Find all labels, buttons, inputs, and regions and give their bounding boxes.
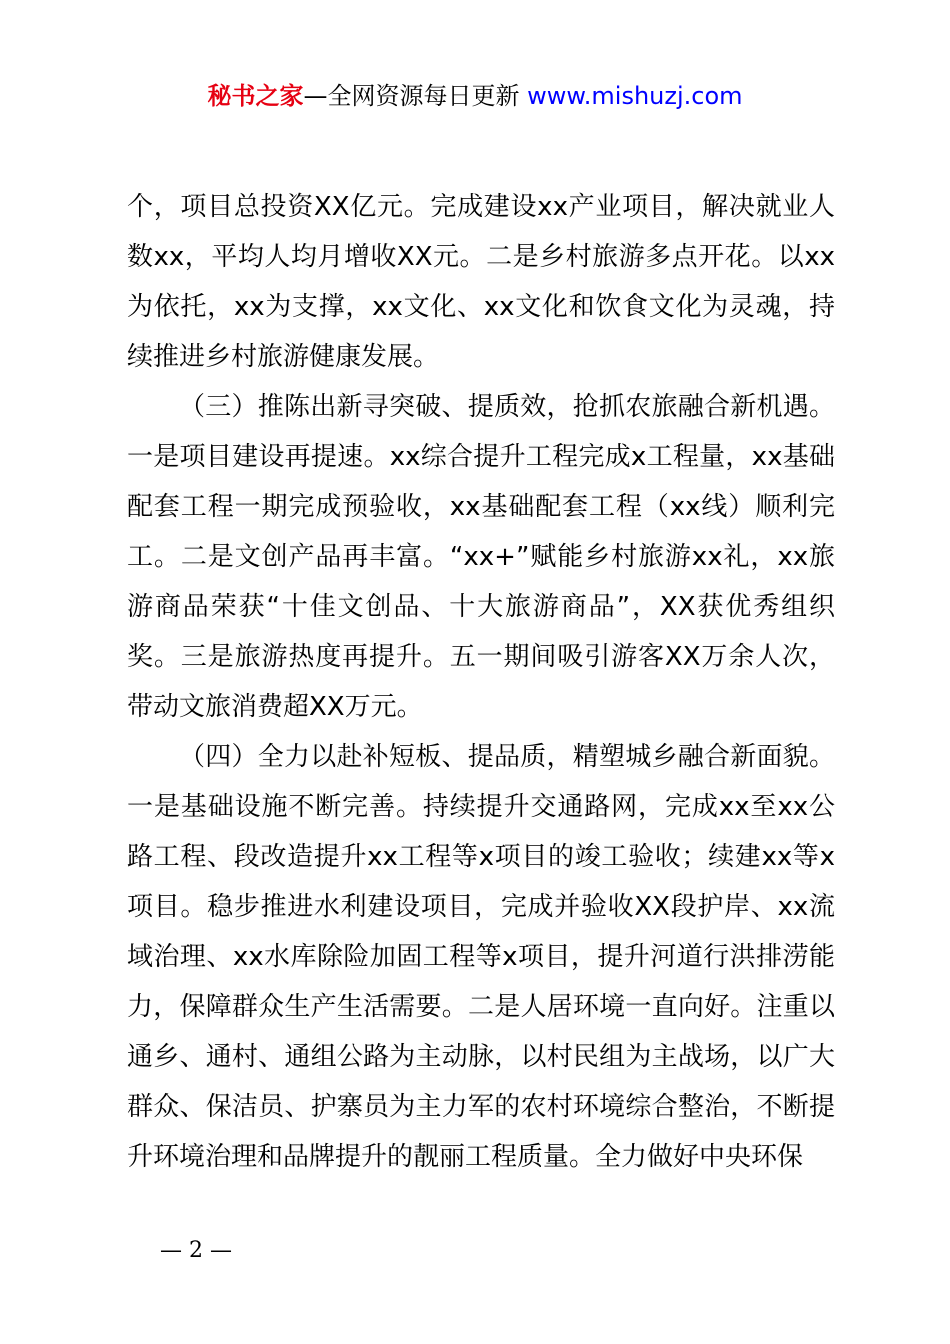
paragraph-2: （三）推陈出新寻突破、提质效，抢抓农旅融合新机遇。一是项目建设再提速。xx综合提升工程完成x工程量，xx基础配套工程一期完成预验收，xx基础配套工程（xx线）顺利完工。二是文创产品再丰富。“xx+”赋能乡村旅游xx礼，xx旅游商品荣获“十佳文创品、十大旅游商品”，XX获优秀组织奖。三是旅游热度再提升。五一期间吸引游客XX万余人次，带动文旅消费超XX万元。: [127, 392, 835, 722]
paragraph-3: （四）全力以赴补短板、提品质，精塑城乡融合新面貌。一是基础设施不断完善。持续提升交通路网，完成xx至xx公路工程、段改造提升xx工程等x项目的竣工验收；续建xx等x项目。稳步推进水利建设项目，完成并验收XX段护岸、xx流域治理、xx水库除险加固工程等x项目，提升河道行洪排涝能力，保障群众生产生活需要。二是人居环境一直向好。注重以通乡、通村、通组公路为主动脉，以村民组为主战场，以广大群众、保洁员、护寨员为主力军的农村环境综合整治，不断提升环境治理和品牌提升的靓丽工程质量。全力做好中央环保: [127, 742, 835, 1172]
document-body: [127, 182, 835, 1182]
page-number: — 2 —: [160, 1238, 232, 1263]
website-link[interactable]: www.mishuzj.com: [527, 82, 743, 110]
page-header: [0, 78, 950, 114]
paragraph-1: 个，项目总投资XX亿元。完成建设xx产业项目，解决就业人数xx，平均人均月增收XX元。二是乡村旅游多点开花。以xx为依托，xx为支撑，xx文化、xx文化和饮食文化为灵魂，持续推进乡村旅游健康发展。: [127, 192, 835, 372]
brand-name: 秘书之家: [207, 82, 304, 110]
header-tagline: —全网资源每日更新: [303, 82, 520, 110]
